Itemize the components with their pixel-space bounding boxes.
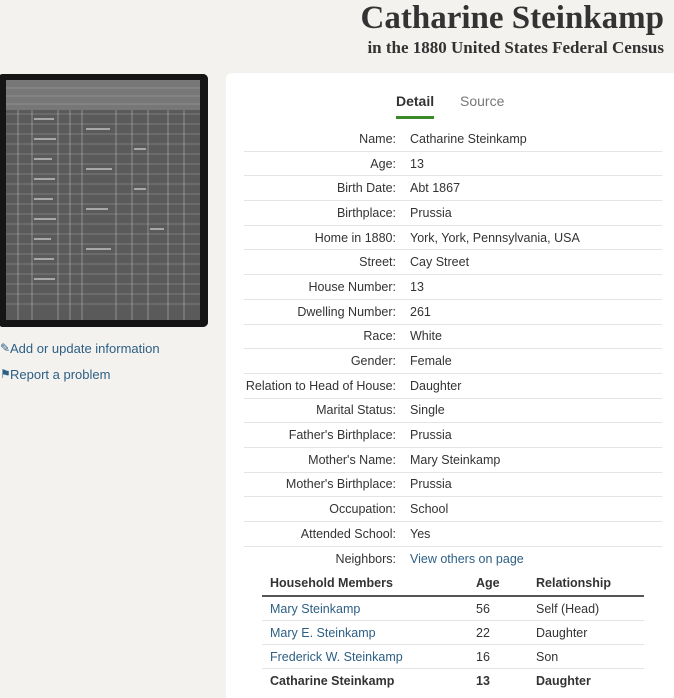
detail-row-attended-school: Attended School: Yes [244, 522, 662, 547]
detail-row-gender: Gender: Female [244, 349, 662, 374]
detail-row-dwelling-number: Dwelling Number: 261 [244, 300, 662, 325]
detail-row-father-birthplace: Father's Birthplace: Prussia [244, 423, 662, 448]
detail-row-relation: Relation to Head of House: Daughter [244, 374, 662, 399]
add-update-info-link[interactable]: ✎ Add or update information [0, 340, 160, 356]
detail-row-birth-date: Birth Date: Abt 1867 [244, 176, 662, 201]
household-col-relationship: Relationship [536, 576, 612, 590]
detail-row-birthplace: Birthplace: Prussia [244, 201, 662, 226]
household-member-link[interactable]: Mary E. Steinkamp [270, 625, 376, 640]
sidebar-links [0, 335, 160, 387]
table-row: Mary E. Steinkamp 22 Daughter [262, 621, 644, 645]
detail-row-name: Name: Catharine Steinkamp [244, 127, 662, 152]
page-subtitle: in the 1880 United States Federal Census [367, 38, 664, 57]
record-tabs [226, 73, 674, 119]
detail-row-marital-status: Marital Status: Single [244, 399, 662, 424]
detail-row-race: Race: White [244, 325, 662, 350]
record-card [226, 73, 674, 698]
report-problem-link[interactable]: ⚑ Report a problem [0, 366, 111, 382]
household-member-link[interactable]: Mary Steinkamp [270, 601, 361, 616]
household-header [262, 571, 644, 597]
view-neighbors-link[interactable]: View others on page [410, 551, 524, 566]
page-header [361, 0, 664, 59]
detail-row-neighbors: Neighbors: View others on page [335, 551, 524, 566]
table-row: Frederick W. Steinkamp 16 Son [262, 645, 644, 669]
household-col-members: Household Members [270, 576, 393, 590]
census-page-icon [0, 74, 208, 327]
detail-row-home: Home in 1880: York, York, Pennsylvania, USA [244, 226, 662, 251]
page-title: Catharine Steinkamp [360, 0, 664, 36]
household-col-age: Age [476, 576, 500, 590]
detail-table [244, 127, 662, 570]
household-member-link[interactable]: Frederick W. Steinkamp [270, 649, 403, 664]
detail-row-occupation: Occupation: School [244, 497, 662, 522]
household-member-current: Catharine Steinkamp [270, 673, 395, 688]
census-image-thumbnail[interactable] [0, 74, 208, 327]
flag-icon: ⚑ [0, 367, 11, 381]
detail-row-house-number: House Number: 13 [244, 275, 662, 300]
detail-row-street: Street: Cay Street [244, 250, 662, 275]
tab-source[interactable]: Source [460, 93, 505, 109]
household-table [262, 571, 644, 692]
detail-row-mother-birthplace: Mother's Birthplace: Prussia [244, 473, 662, 498]
detail-row-mother-name: Mother's Name: Mary Steinkamp [244, 448, 662, 473]
table-row-current: Catharine Steinkamp 13 Daughter [262, 669, 644, 692]
detail-row-age: Age: 13 [244, 152, 662, 177]
table-row: Mary Steinkamp 56 Self (Head) [262, 597, 644, 621]
tab-detail[interactable]: Detail [396, 93, 434, 119]
pencil-icon: ✎ [0, 341, 11, 355]
